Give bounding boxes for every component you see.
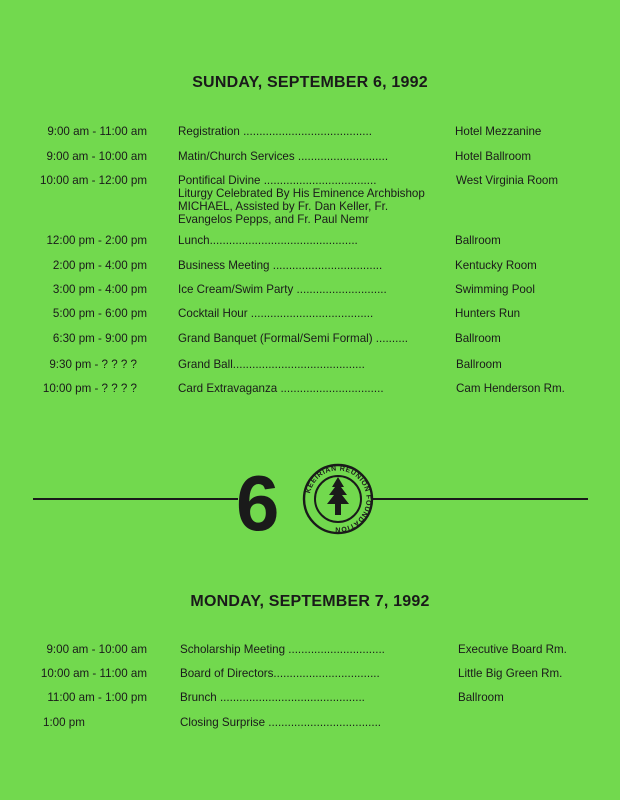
time-cell: 10:00 am - 11:00 am [40, 667, 147, 680]
location-cell: Ballroom [456, 358, 502, 371]
event-cell: Closing Surprise ................................... [180, 716, 382, 729]
event-cell: Ice Cream/Swim Party ............................ [178, 283, 387, 296]
location-cell: Ballroom [455, 234, 501, 247]
location-cell: Ballroom [458, 691, 504, 704]
liturgy-line: MICHAEL, Assisted by Fr. Dan Keller, Fr. [178, 200, 389, 213]
location-cell: Ballroom [455, 332, 501, 345]
event-cell: Matin/Church Services ............................ [178, 150, 389, 163]
monday-heading: MONDAY, SEPTEMBER 7, 1992 [190, 593, 430, 610]
right-divider [372, 498, 588, 500]
time-cell: 3:00 pm - 4:00 pm [52, 283, 147, 296]
event-cell: Business Meeting .................................. [178, 259, 383, 272]
location-cell: Hunters Run [455, 307, 521, 320]
liturgy-line: Liturgy Celebrated By His Eminence Archbishop [178, 187, 425, 200]
location-cell: West Virginia Room [456, 174, 559, 187]
liturgy-line: Evangelos Pepps, and Fr. Paul Nemr [178, 213, 369, 226]
time-cell: 12:00 pm - 2:00 pm [46, 234, 147, 247]
time-cell: 9:00 am - 10:00 am [46, 150, 147, 163]
location-cell: Hotel Ballroom [455, 150, 532, 163]
foundation-seal [302, 463, 374, 535]
event-cell: Card Extravaganza ................................ [178, 382, 384, 395]
time-cell: 5:00 pm - 6:00 pm [52, 307, 147, 320]
time-cell: 11:00 am - 1:00 pm [47, 691, 147, 704]
event-cell: Grand Ball......................................... [178, 358, 365, 371]
location-cell: Little Big Green Rm. [458, 667, 563, 680]
anniversary-number: 6 [236, 459, 280, 547]
time-cell: 9:00 am - 10:00 am [46, 643, 147, 656]
event-cell: Lunch.............................................. [178, 234, 358, 247]
time-cell: 10:00 pm - ? ? ? ? [42, 382, 137, 395]
time-cell: 1:00 pm [43, 716, 85, 729]
time-cell: 9:30 pm - ? ? ? ? [49, 358, 137, 371]
sunday-heading: SUNDAY, SEPTEMBER 6, 1992 [192, 74, 428, 91]
location-cell: Executive Board Rm. [458, 643, 567, 656]
event-cell: Cocktail Hour ...................................... [178, 307, 374, 320]
event-cell: Pontifical Divine ................................... [178, 174, 377, 187]
location-cell: Cam Henderson Rm. [456, 382, 565, 395]
liturgy-description [178, 187, 463, 226]
left-divider [33, 498, 238, 500]
time-cell: 9:00 am - 11:00 am [47, 125, 147, 138]
time-cell: 10:00 am - 12:00 pm [40, 174, 147, 187]
event-cell: Scholarship Meeting .............................. [180, 643, 385, 656]
event-cell: Brunch ............................................. [180, 691, 365, 704]
seal-text: KEEIRIAN REUNION FOUNDATION [305, 465, 372, 533]
event-cell: Board of Directors................................. [180, 667, 380, 680]
location-cell: Swimming Pool [455, 283, 535, 296]
event-cell: Grand Banquet (Formal/Semi Formal) .......... [178, 332, 409, 345]
time-cell: 2:00 pm - 4:00 pm [52, 259, 147, 272]
location-cell: Hotel Mezzanine [455, 125, 542, 138]
time-cell: 6:30 pm - 9:00 pm [52, 332, 147, 345]
location-cell: Kentucky Room [455, 259, 537, 272]
event-cell: Registration ........................................ [178, 125, 372, 138]
